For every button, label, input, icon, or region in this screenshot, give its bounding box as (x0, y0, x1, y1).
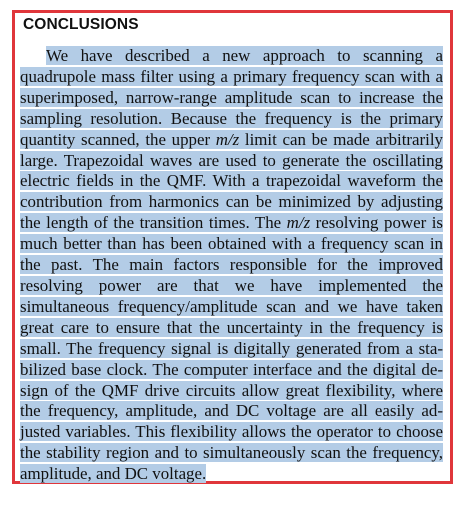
sentence-8: The computer interface and the digital design of the QMF drive circuits allow great flexibility, where the frequency, amplitude, and DC voltage are all easily adjusted variables. (20, 359, 443, 442)
sentence-1: We have described a new approach to scanning a quadrupole mass filter using a primary frequency scan with a superimposed, narrow-range amplitude scan to increase the sampling resolution. (20, 46, 443, 128)
selected-text[interactable] (20, 46, 443, 483)
sentence-3: Trapezoidal waves are used to generate the oscillating electric fields in the QMF. (20, 150, 443, 191)
conclusions-paragraph[interactable] (20, 46, 443, 485)
sentence-9: This flexibility allows the operator to choose the stability region and to simultaneously scan the frequency, amplitude, and DC voltage. (20, 422, 443, 484)
sentence-2b: limit can be made arbitrarily large. (20, 129, 443, 170)
sentence-5b: resolving power is much better than has been obtained with a frequency scan in the past. (20, 213, 443, 275)
sentence-6: The main factors responsible for the improved resolving power are that we have implemented the simultaneous frequency/amplitude scan and we have taken great care to ensure that the uncertainty in the frequency is small. (20, 255, 444, 358)
sentence-4: With a trapezoidal waveform the contribution from harmonics can be minimized by adjusting the length of the transition times. (20, 171, 443, 233)
section-heading: CONCLUSIONS (23, 16, 139, 33)
sentence-5a: The (254, 213, 287, 233)
mz-variable: m/z (286, 213, 311, 233)
selection-frame (12, 10, 453, 484)
sentence-2a: Because the frequency is the primary quantity scanned, the upper (20, 108, 443, 149)
sentence-7: The frequency signal is digitally generated from a stabilized base clock. (20, 338, 443, 379)
mz-variable: m/z (215, 129, 240, 149)
